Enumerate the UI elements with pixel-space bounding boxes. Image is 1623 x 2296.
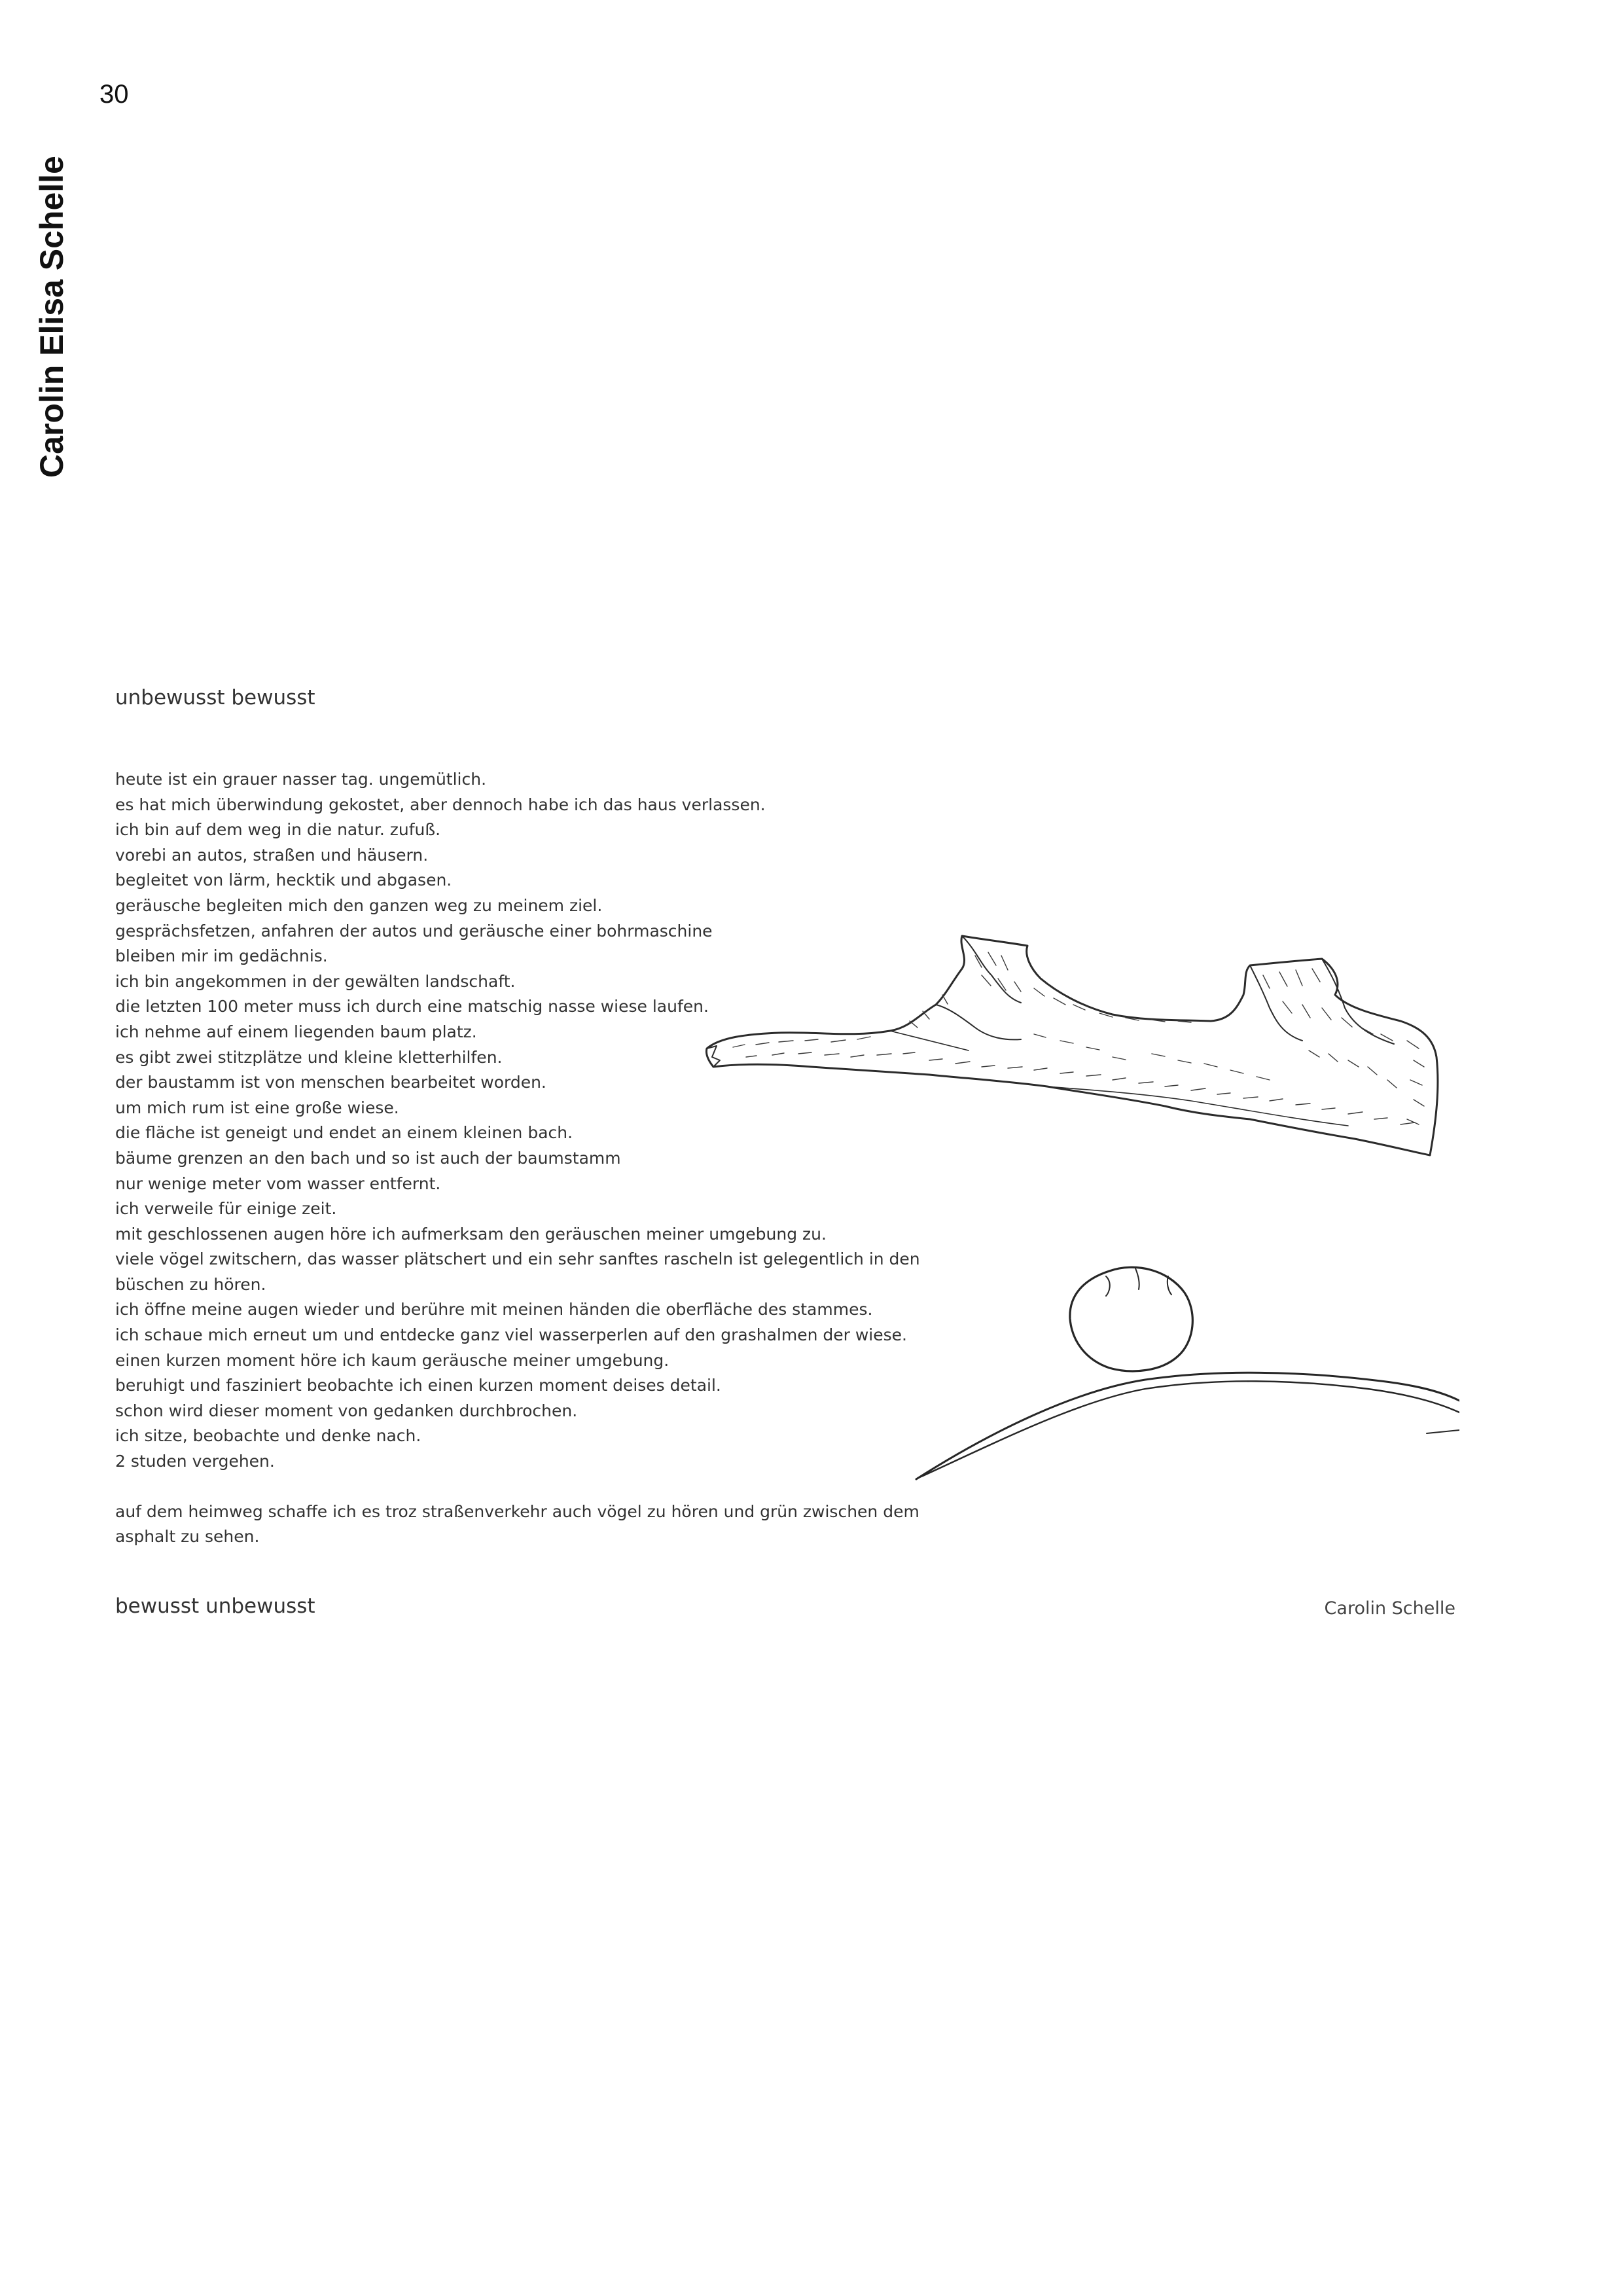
poem-title: unbewusst bewusst: [115, 686, 315, 709]
poem-line: der baustamm ist von menschen bearbeitet worden.: [115, 1073, 546, 1092]
poem-line: geräusche begleiten mich den ganzen weg zu meinem ziel.: [115, 895, 603, 915]
poem-line: bleiben mir im gedächnis.: [115, 946, 328, 966]
poem-line: um mich rum ist eine große wiese.: [115, 1098, 399, 1117]
tree-trunk-sketch: [694, 929, 1459, 1191]
poem-line: vorebi an autos, straßen und häusern.: [115, 845, 429, 865]
poem-line: beruhigt und fasziniert beobachte ich einen kurzen moment deises detail.: [115, 1376, 721, 1395]
page-number: 30: [99, 80, 129, 109]
author-name-vertical: Carolin Elisa Schelle: [33, 156, 70, 478]
poem-line: einen kurzen moment höre ich kaum geräusche meiner umgebung.: [115, 1350, 669, 1370]
poem-line: ich nehme auf einem liegenden baum platz.: [115, 1022, 477, 1041]
poem-line: ich öffne meine augen wieder und berühre mit meinen händen die oberfläche des stammes.: [115, 1300, 873, 1319]
poem-line: die letzten 100 meter muss ich durch eine matschig nasse wiese laufen.: [115, 997, 709, 1016]
poem-line: ich verweile für einige zeit.: [115, 1199, 337, 1219]
poem-line: gesprächsfetzen, anfahren der autos und geräusche einer bohrmaschine: [115, 921, 713, 941]
poem-line: ich bin auf dem weg in die natur. zufuß.: [115, 820, 441, 840]
poem-line: ich sitze, beobachte und denke nach.: [115, 1426, 421, 1446]
poem-line: schon wird dieser moment von gedanken durchbrochen.: [115, 1401, 578, 1420]
poem-line: 2 studen vergehen.: [115, 1452, 275, 1471]
poem-line: viele vögel zwitschern, das wasser plätschert und ein sehr sanftes rascheln ist gelegentlich in den: [115, 1249, 920, 1269]
poem-line: heute ist ein grauer nasser tag. ungemütlich.: [115, 770, 487, 789]
poem-line: es gibt zwei stitzplätze und kleine kletterhilfen.: [115, 1047, 503, 1067]
poem-line: büschen zu hören.: [115, 1274, 266, 1294]
poem-line: nur wenige meter vom wasser entfernt.: [115, 1174, 441, 1193]
poem-line: bäume grenzen an den bach und so ist auch der baumstamm: [115, 1148, 621, 1168]
author-signature: Carolin Schelle: [1324, 1598, 1455, 1619]
paragraph-gap: [115, 1475, 887, 1499]
poem-line: begleitet von lärm, hecktik und abgasen.: [115, 870, 452, 890]
poem-line: ich schaue mich erneut um und entdecke ganz viel wasserperlen auf den grashalmen der wiese.: [115, 1325, 907, 1345]
poem-line: ich bin angekommen in der gewälten landschaft.: [115, 971, 516, 991]
poem-line: mit geschlossenen augen höre ich aufmerksam den geräuschen meiner umgebung zu.: [115, 1224, 827, 1244]
ball-on-arc-sketch: [910, 1244, 1459, 1499]
poem-line: es hat mich überwindung gekostet, aber dennoch habe ich das haus verlassen.: [115, 795, 766, 814]
poem-end-title: bewusst unbewusst: [115, 1594, 315, 1618]
closing-line: auf dem heimweg schaffe ich es troz straßenverkehr auch vögel zu hören und grün zwischen dem: [115, 1501, 919, 1521]
closing-line: asphalt zu sehen.: [115, 1527, 260, 1547]
poem-line: die fläche ist geneigt und endet an einem kleinen bach.: [115, 1123, 573, 1143]
